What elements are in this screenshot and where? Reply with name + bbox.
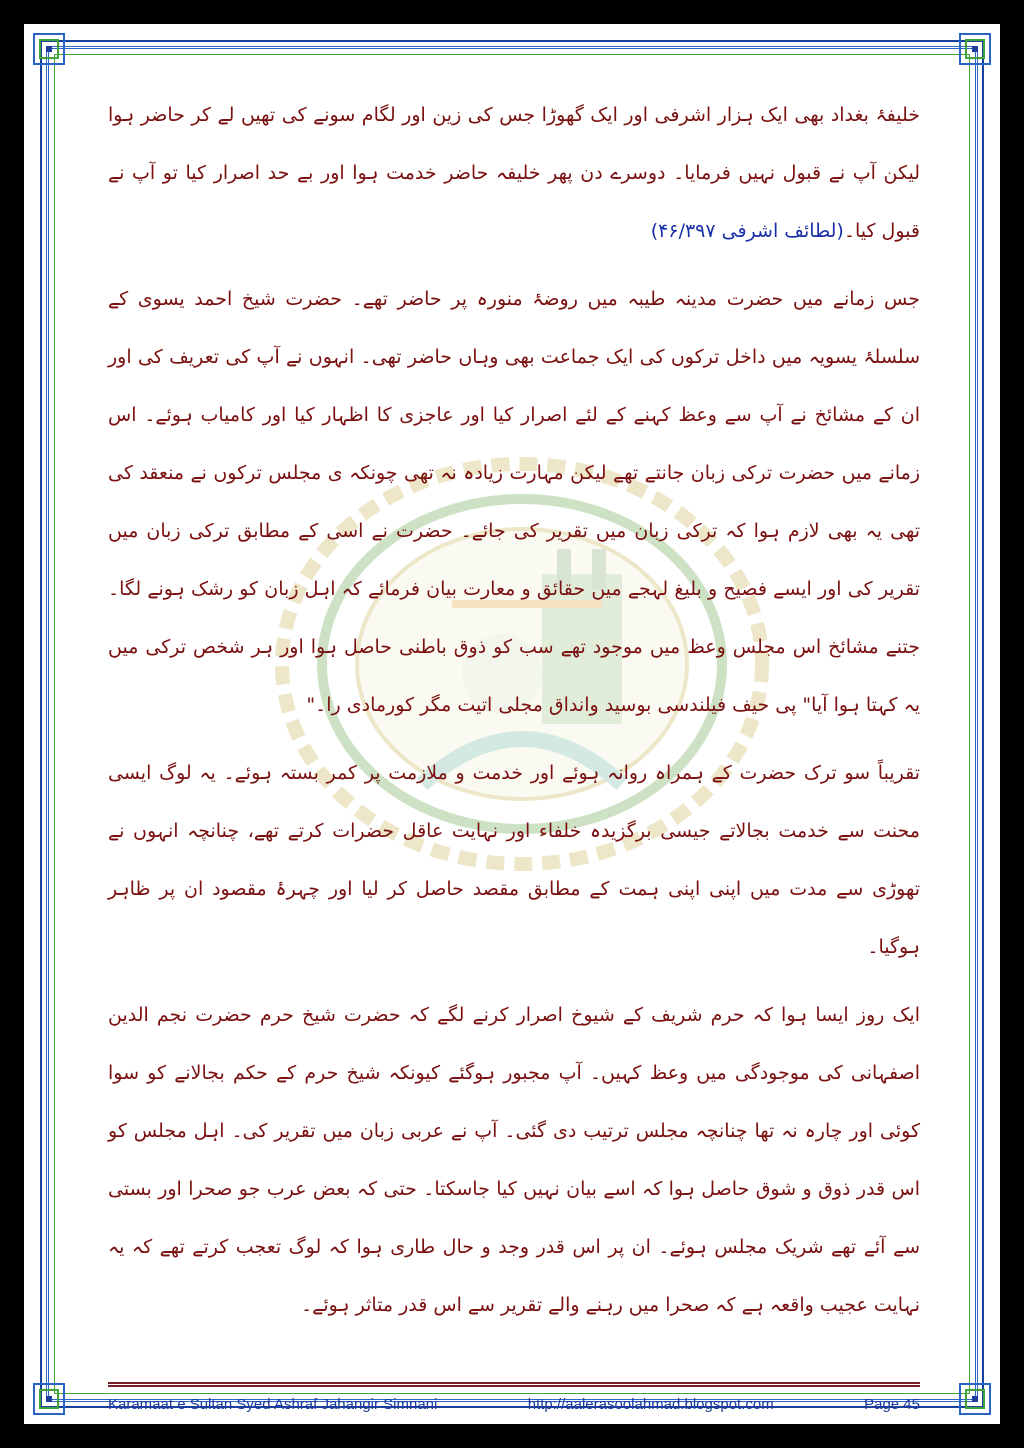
paragraph-4-text: ایک روز ایسا ہوا کہ حرم شریف کے شیوخ اصرار کرنے لگے کہ حضرت شیخ حرم حضرت نجم الدین اصفہانی کی موجودگی میں وعظ کہیں۔ آپ مجبور ہوگئے کیونکہ شیخ حرم کے حکم بجالانے کو سوا کوئی اور چارہ نہ تھا چنانچہ مجلس ترتیب دی گئی۔ آپ نے عربی زبان میں تقریر کی۔ اہل مجلس کو اس قدر ذوق و شوق حاصل ہوا کہ اسے بیان نہیں کیا جاسکتا۔ حتی کہ بعض عرب جو صحرا اور بستی سے آئے تھے شریک مجلس ہوئے۔ ان پر اس قدر وجد و حال طاری ہوا کہ لوگ تعجب کرتے تھے کہ یہ نہایت عجیب واقعہ ہے کہ صحرا میں رہنے والے تقریر سے اس قدر متاثر ہوئے۔ [108, 1004, 920, 1316]
footer-page-number: Page 45 [864, 1396, 920, 1413]
corner-ornament-icon [958, 1382, 992, 1416]
main-text [108, 86, 920, 1344]
footer-url-link[interactable]: http://aalerasoolahmad.blogspot.com [527, 1396, 774, 1413]
corner-ornament-icon [32, 32, 66, 66]
paragraph-1 [108, 86, 920, 260]
page-footer [108, 1396, 920, 1413]
corner-ornament-icon [958, 32, 992, 66]
footer-book-title: Karamaat e Sultan Syed Ashraf Jahangir Simnani [108, 1396, 438, 1413]
reference-citation: (لطائف اشرفی ۴۶/۳۹۷) [650, 220, 844, 242]
paragraph-1-text: خلیفۂ بغداد بھی ایک ہزار اشرفی اور ایک گھوڑا جس کی زین اور لگام سونے کی تھیں لے کر حاضر ہوا لیکن آپ نے قبول نہیں فرمایا۔ دوسرے دن پھر خلیفہ حاضر خدمت ہوا اور بے حد اصرار کیا تو آپ نے قبول کیا۔ [108, 104, 920, 242]
document-page [24, 24, 1000, 1424]
paragraph-2 [108, 270, 920, 734]
corner-ornament-icon [32, 1382, 66, 1416]
paragraph-3 [108, 744, 920, 976]
paragraph-2-text: جس زمانے میں حضرت مدینہ طیبہ میں روضۂ منورہ پر حاضر تھے۔ حضرت شیخ احمد یسوی کے سلسلۂ یسویہ میں داخل ترکوں کی ایک جماعت بھی وہاں حاضر تھی۔ انہوں نے آپ کی تعریف کی اور ان کے مشائخ نے آپ سے وعظ کہنے کے لئے اصرار کیا اور عاجزی کا اظہار کیا اور کامیاب ہوئے۔ اس زمانے میں حضرت ترکی زبان جانتے تھے لیکن مہارت زیادہ نہ تھی چونکہ ی مجلس ترکوں نے منعقد کی تھی یہ بھی لازم ہوا کہ ترکی زبان میں تقریر کی جائے۔ حضرت نے اسی کے مطابق ترکی زبان میں تقریر کی اور ایسے فصیح و بلیغ لہجے میں حقائق و معارت بیان فرمائے کہ اہل زبان کو رشک ہونے لگا۔ جتنے مشائخ اس مجلس وعظ میں موجود تھے سب کو ذوق باطنی حاصل ہوا اور ہر شخص ترکی میں یہ کہتا ہوا آیا" پی حیف فیلندسی بوسید وانداق مجلی اتیت مگر کورمادی را۔" [108, 288, 920, 716]
paragraph-3-text: تقریباً سو ترک حضرت کے ہمراہ روانہ ہوئے اور خدمت و ملازمت پر کمر بستہ ہوئے۔ یہ لوگ ایسی محنت سے خدمت بجالاتے جیسی برگزیدہ خلفاء اور نہایت عاقل حضرات کرتے تھے، چنانچہ انہوں نے تھوڑی سے مدت میں اپنی اپنی ہمت کے مطابق مقصد حاصل کر لیا اور چہرۂ مقصود ان پر ظاہر ہوگیا۔ [108, 762, 920, 958]
paragraph-4 [108, 986, 920, 1334]
footer-divider [108, 1382, 920, 1388]
